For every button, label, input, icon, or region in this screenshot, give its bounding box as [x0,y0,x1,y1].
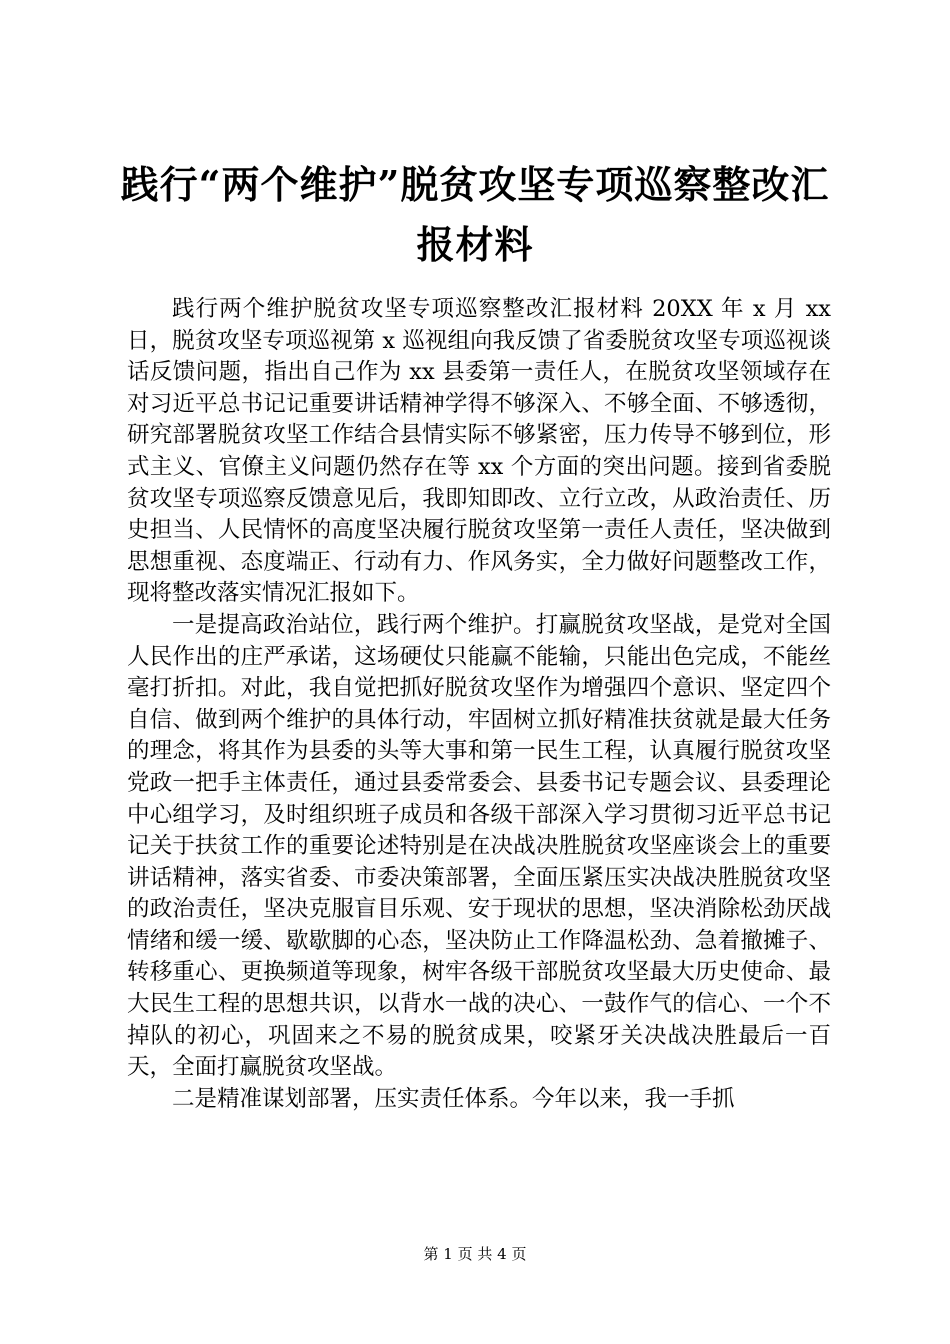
document-title: 践行“两个维护”脱贫攻坚专项巡察整改汇报材料 [120,162,830,267]
paragraph-point-two: 二是精准谋划部署，压实责任体系。今年以来，我一手抓 [172,1085,735,1112]
document-body [127,294,831,1115]
paragraph-intro: 践行两个维护脱贫攻坚专项巡察整改汇报材料 20XX 年 x 月 xx 日，脱贫攻坚专项巡视第 x 巡视组向我反馈了省委脱贫攻坚专项巡视谈话反馈问题，指出自己作为 xx 县委第一责任人，在脱贫攻坚领域存在对习近平总书记记重要讲话精神学得不够深入、不够全面、不够透彻，研究部署脱贫攻坚工作结合县情实际不够紧密，压力传导不够到位，形式主义、官僚主义问题仍然存在等 xx 个方面的突出问题。接到省委脱贫攻坚专项巡察反馈意见后，我即知即改、立行立改，从政治责任、历史担当、人民情怀的高度坚决履行脱贫攻坚第一责任人责任，坚决做到思想重视、态度端正、行动有力、作风务实，全力做好问题整改工作，现将整改落实情况汇报如下。 [127,296,831,607]
page-footer: 第 1 页 共 4 页 [423,1245,527,1263]
paragraph-point-one: 一是提高政治站位，践行两个维护。打赢脱贫攻坚战，是党对全国人民作出的庄严承诺，这场硬仗只能赢不能输，只能出色完成，不能丝毫打折扣。对此，我自觉把抓好脱贫攻坚作为增强四个意识、坚定四个自信、做到两个维护的具体行动，牢固树立抓好精准扶贫就是最大任务的理念，将其作为县委的头等大事和第一民生工程，认真履行脱贫攻坚党政一把手主体责任，通过县委常委会、县委书记专题会议、县委理论中心组学习，及时组织班子成员和各级干部深入学习贯彻习近平总书记记关于扶贫工作的重要论述特别是在决战决胜脱贫攻坚座谈会上的重要讲话精神，落实省委、市委决策部署，全面压紧压实决战决胜脱贫攻坚的政治责任，坚决克服盲目乐观、安于现状的思想，坚决消除松劲厌战情绪和缓一缓、歇歇脚的心态，坚决防止工作降温松劲、急着撤摊子、转移重心、更换频道等现象，树牢各级干部脱贫攻坚最大历史使命、最大民生工程的思想共识，以背水一战的决心、一鼓作气的信心、一个不掉队的初心，巩固来之不易的脱贫成果，咬紧牙关决战决胜最后一百天，全面打赢脱贫攻坚战。 [127,611,831,1081]
